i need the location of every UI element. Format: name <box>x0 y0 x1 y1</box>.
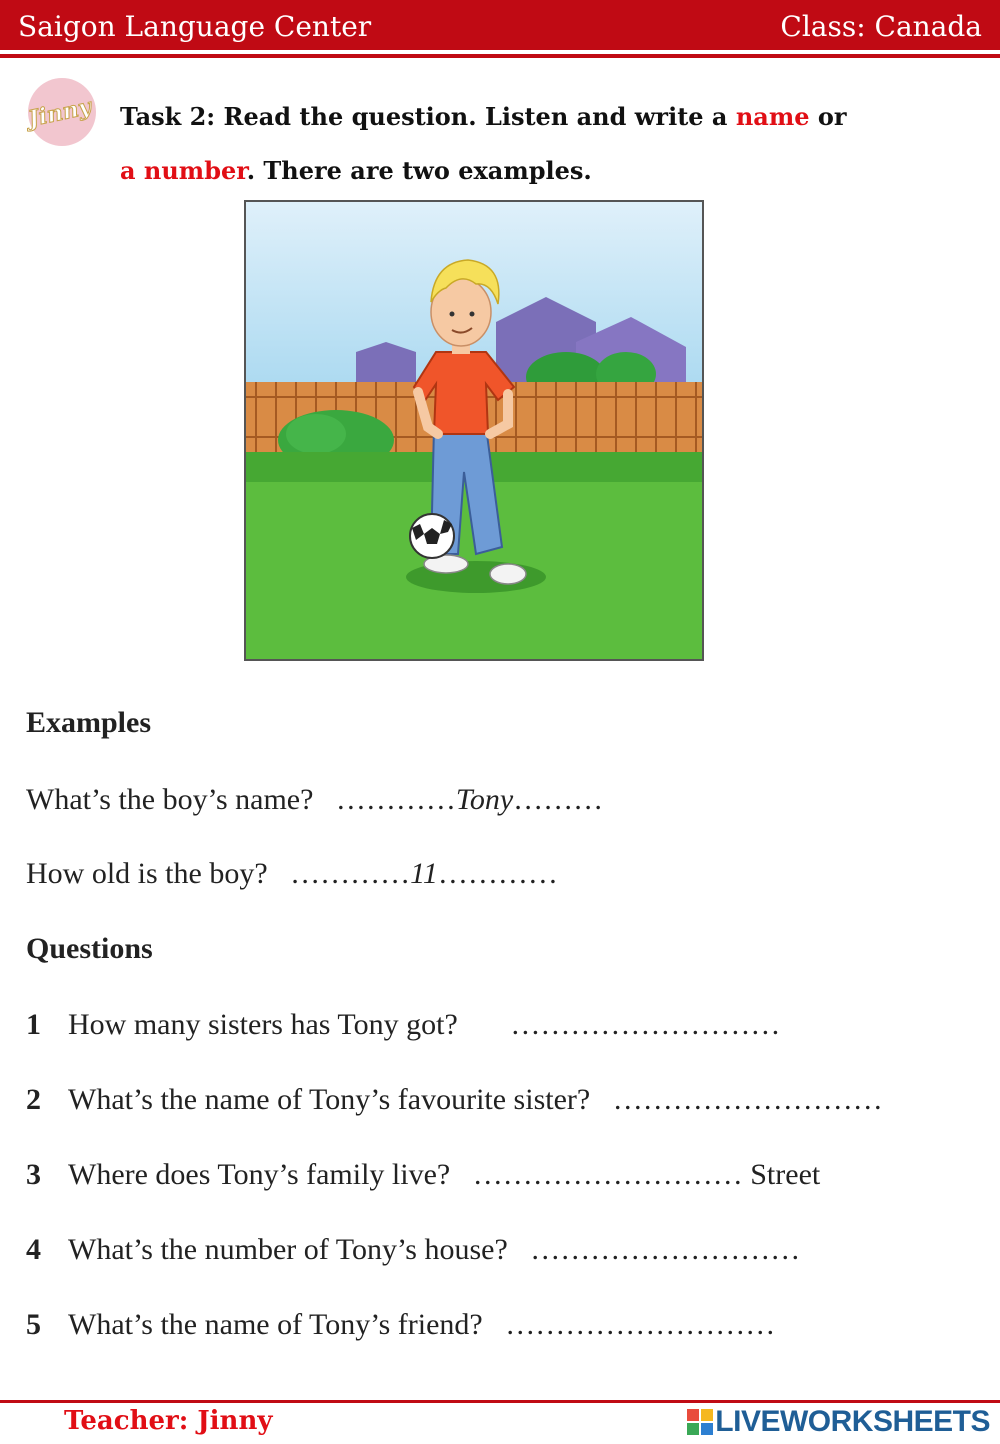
question-3 <box>26 1158 820 1192</box>
header-divider <box>0 54 1000 58</box>
boy-illustration <box>244 200 704 661</box>
question-4-answer-blank[interactable]: ……………………… <box>530 1233 801 1266</box>
task-highlight-name: name <box>735 102 810 131</box>
question-4-text: What’s the number of Tony’s house? <box>68 1233 508 1266</box>
jinny-logo <box>22 74 98 150</box>
example-2-answer: 11 <box>410 857 438 890</box>
question-5-answer-blank[interactable]: ……………………… <box>505 1308 776 1341</box>
svg-text:Jinny: Jinny <box>26 93 94 133</box>
question-1-number: 1 <box>26 1008 41 1041</box>
question-1 <box>26 1008 780 1042</box>
question-3-text: Where does Tony’s family live? <box>68 1158 451 1191</box>
liveworksheets-text: LIVEWORKSHEETS <box>715 1405 990 1438</box>
question-2-answer-blank[interactable]: ……………………… <box>612 1083 883 1116</box>
task-instructions <box>120 90 980 198</box>
example-2-dots-before: ………… <box>290 857 411 890</box>
boy-with-football-image <box>246 202 702 659</box>
task-text-3: . There are two examples. <box>246 156 592 185</box>
question-5 <box>26 1308 775 1342</box>
example-2-question: How old is the boy? <box>26 857 268 890</box>
example-1-answer: Tony <box>455 783 514 816</box>
question-4-number: 4 <box>26 1233 41 1266</box>
task-text-2: or <box>809 102 847 131</box>
example-1-dots-before: ………… <box>335 783 456 816</box>
liveworksheets-logo[interactable] <box>687 1404 990 1440</box>
question-4 <box>26 1233 800 1267</box>
question-3-answer-blank[interactable]: ……………………… <box>472 1158 743 1191</box>
jinny-logo-icon <box>22 74 98 150</box>
question-3-suffix: Street <box>750 1158 821 1191</box>
example-1-dots-after: ……… <box>513 783 604 816</box>
class-name: Class: Canada <box>780 10 982 43</box>
task-highlight-number: a number <box>120 156 247 185</box>
school-name: Saigon Language Center <box>18 10 372 43</box>
header-bar <box>0 0 1000 50</box>
question-5-text: What’s the name of Tony’s friend? <box>68 1308 483 1341</box>
question-2-text: What’s the name of Tony’s favourite sister? <box>68 1083 591 1116</box>
task-text-1: Task 2: Read the question. Listen and write a <box>120 102 736 131</box>
example-1 <box>26 783 603 817</box>
question-5-number: 5 <box>26 1308 41 1341</box>
example-2-dots-after: ………… <box>437 857 558 890</box>
question-2-number: 2 <box>26 1083 41 1116</box>
footer-divider <box>0 1400 1000 1403</box>
liveworksheets-icon <box>687 1409 713 1435</box>
question-1-answer-blank[interactable]: ……………………… <box>510 1008 781 1041</box>
question-3-number: 3 <box>26 1158 41 1191</box>
example-2 <box>26 857 558 891</box>
examples-heading: Examples <box>26 706 152 739</box>
teacher-name: Teacher: Jinny <box>64 1406 273 1436</box>
question-2 <box>26 1083 883 1117</box>
question-1-text: How many sisters has Tony got? <box>68 1008 458 1041</box>
questions-heading: Questions <box>26 932 153 965</box>
example-1-question: What’s the boy’s name? <box>26 783 314 816</box>
